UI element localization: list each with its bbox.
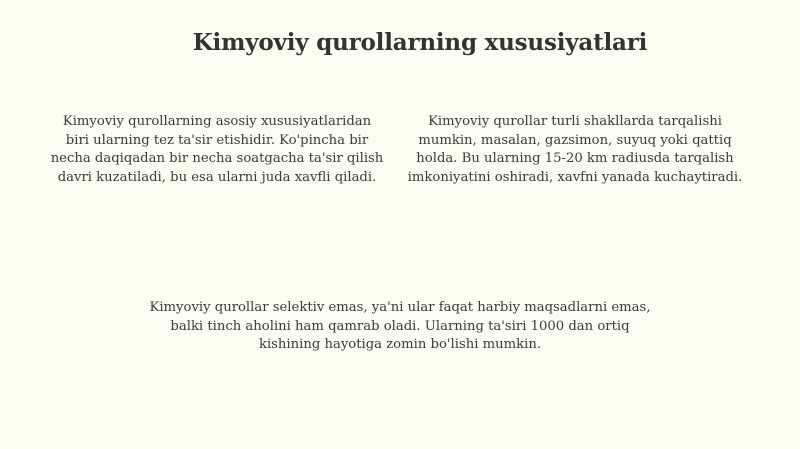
slide-title: Kimyoviy qurollarning xususiyatlari — [192, 29, 648, 56]
paragraph-left: Kimyoviy qurollarning asosiy xususiyatlaridan biri ularning tez ta'sir etishidir. Ko'pincha bir necha daqiqadan bir necha soatgacha ta'sir qilish davri kuzatiladi, bu esa ularni juda xavfli qiladi. — [50, 114, 384, 185]
paragraph-bottom: Kimyoviy qurollar selektiv emas, ya'ni ular faqat harbiy maqsadlarni emas, balki tinch aholini ham qamrab oladi. Ularning ta'siri 1000 dan ortiq kishining hayotiga zomin bo'lishi mumkin. — [149, 300, 651, 352]
paragraph-right: Kimyoviy qurollar turli shakllarda tarqalishi mumkin, masalan, gazsimon, suyuq yoki qattiq holda. Bu ularning 15-20 km radiusda tarqalish imkoniyatini oshiradi, xavfni yanada kuchaytiradi. — [407, 114, 743, 185]
